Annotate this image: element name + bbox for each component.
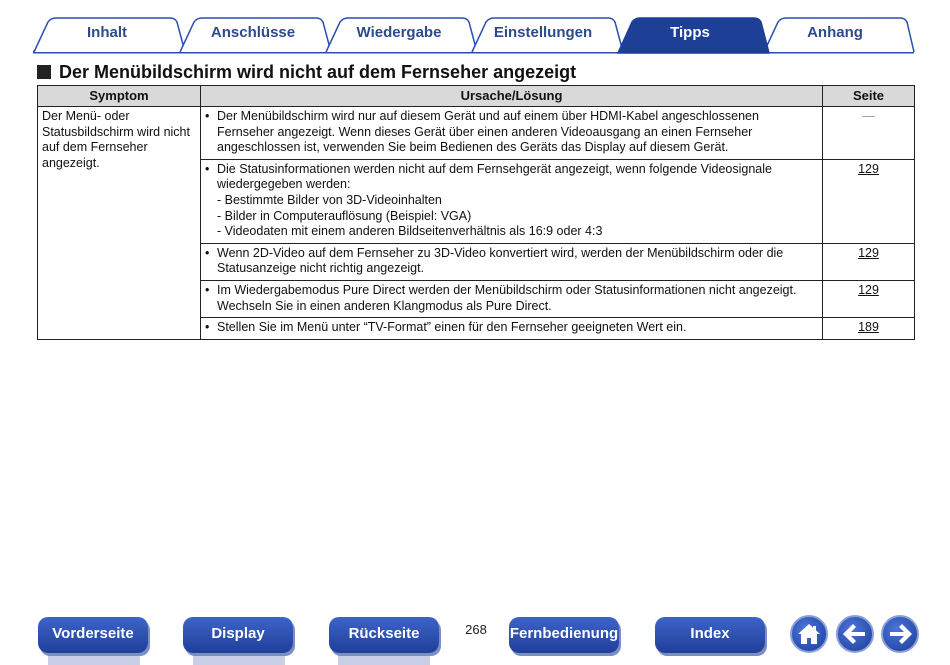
cause-line: Wenn 2D-Video auf dem Fernseher zu 3D-Video konvertiert wird, werden der Menübildschirm oder die	[217, 245, 784, 260]
cause-line: wiedergegeben werden:	[217, 177, 351, 192]
page-link[interactable]: 129	[858, 161, 879, 176]
table-header-row	[38, 86, 915, 107]
cause-line: - Bilder in Computerauflösung (Beispiel: VGA)	[217, 208, 472, 223]
bullet-icon: •	[205, 320, 210, 335]
bullet-icon: •	[205, 282, 210, 297]
bullet-icon: •	[205, 245, 210, 260]
home-icon	[792, 617, 826, 651]
page-link[interactable]: 189	[858, 320, 879, 335]
square-bullet-icon	[37, 65, 51, 79]
nav-shadow	[338, 655, 430, 665]
page-cell	[823, 280, 915, 317]
cause-cell	[201, 280, 823, 317]
cause-line: angeschlossen ist, verwenden Sie beim Bedienen des Geräts das Display auf diesem Gerät.	[217, 140, 729, 155]
home-button[interactable]	[790, 615, 828, 653]
tab-bar	[0, 0, 950, 56]
header-cause: Ursache/Lösung	[201, 86, 823, 107]
back-button[interactable]	[836, 615, 874, 653]
troubleshooting-table	[37, 85, 915, 340]
page-cell	[823, 107, 915, 160]
cause-line: Wechseln Sie in einen anderen Klangmodus als Pure Direct.	[217, 298, 552, 313]
display-button[interactable]: Display	[183, 617, 293, 653]
cause-line: - Videodaten mit einem anderen Bildseitenverhältnis als 16:9 oder 4:3	[217, 224, 603, 239]
cause-line: Statusanzeige nicht richtig angezeigt.	[217, 261, 425, 276]
cause-line: Fernseher angezeigt. Wenn dieses Gerät über einen anderen Videoausgang an einen Fernseher	[217, 124, 753, 139]
cause-cell	[201, 159, 823, 243]
bullet-icon: •	[205, 161, 210, 176]
cause-line: Im Wiedergabemodus Pure Direct werden der Menübildschirm oder Statusinformationen nicht angezeigt.	[217, 282, 797, 297]
bullet-icon: •	[205, 109, 210, 123]
page-link[interactable]: 129	[858, 282, 879, 297]
tab-anhang[interactable]: Anhang	[807, 24, 863, 41]
cause-cell	[201, 318, 823, 340]
tab-inhalt[interactable]: Inhalt	[87, 24, 127, 41]
forward-button[interactable]	[881, 615, 919, 653]
rueckseite-button[interactable]: Rückseite	[329, 617, 439, 653]
header-symptom: Symptom	[38, 86, 201, 107]
vorderseite-button[interactable]: Vorderseite	[38, 617, 148, 653]
cause-line: Der Menübildschirm wird nur auf diesem Gerät und auf einem über HDMI-Kabel angeschlossenen	[217, 109, 759, 123]
tab-wiedergabe[interactable]: Wiedergabe	[356, 24, 442, 41]
page-cell	[823, 159, 915, 243]
header-page: Seite	[823, 86, 915, 107]
page-number: 268	[465, 622, 487, 637]
nav-shadow	[48, 655, 140, 665]
cause-cell	[201, 243, 823, 280]
table-row	[38, 107, 915, 160]
section-heading-text: Der Menübildschirm wird nicht auf dem Fernseher angezeigt	[59, 61, 577, 82]
page-link[interactable]: 129	[858, 245, 879, 260]
symptom-cell: Der Menü- oder Statusbildschirm wird nicht auf dem Fernseher angezeigt.	[38, 107, 201, 340]
tab-anschluesse[interactable]: Anschlüsse	[210, 24, 296, 41]
cause-cell	[201, 107, 823, 160]
index-button[interactable]: Index	[655, 617, 765, 653]
tab-tipps[interactable]: Tipps	[670, 24, 710, 41]
page-cell	[823, 243, 915, 280]
page-ref-none: —	[862, 109, 875, 123]
fernbedienung-button[interactable]: Fernbedienung	[509, 617, 619, 653]
cause-line: - Bestimmte Bilder von 3D-Videoinhalten	[217, 192, 442, 207]
arrow-right-icon	[883, 617, 917, 651]
nav-shadow	[193, 655, 285, 665]
arrow-left-icon	[838, 617, 872, 651]
cause-line: Stellen Sie im Menü unter “TV-Format” einen für den Fernseher geeigneten Wert ein.	[217, 320, 687, 335]
tab-einstellungen[interactable]: Einstellungen	[493, 24, 593, 41]
page-cell	[823, 318, 915, 340]
cause-line: Die Statusinformationen werden nicht auf dem Fernsehgerät angezeigt, wenn folgende Videosignale	[217, 161, 772, 176]
section-heading	[37, 60, 576, 84]
